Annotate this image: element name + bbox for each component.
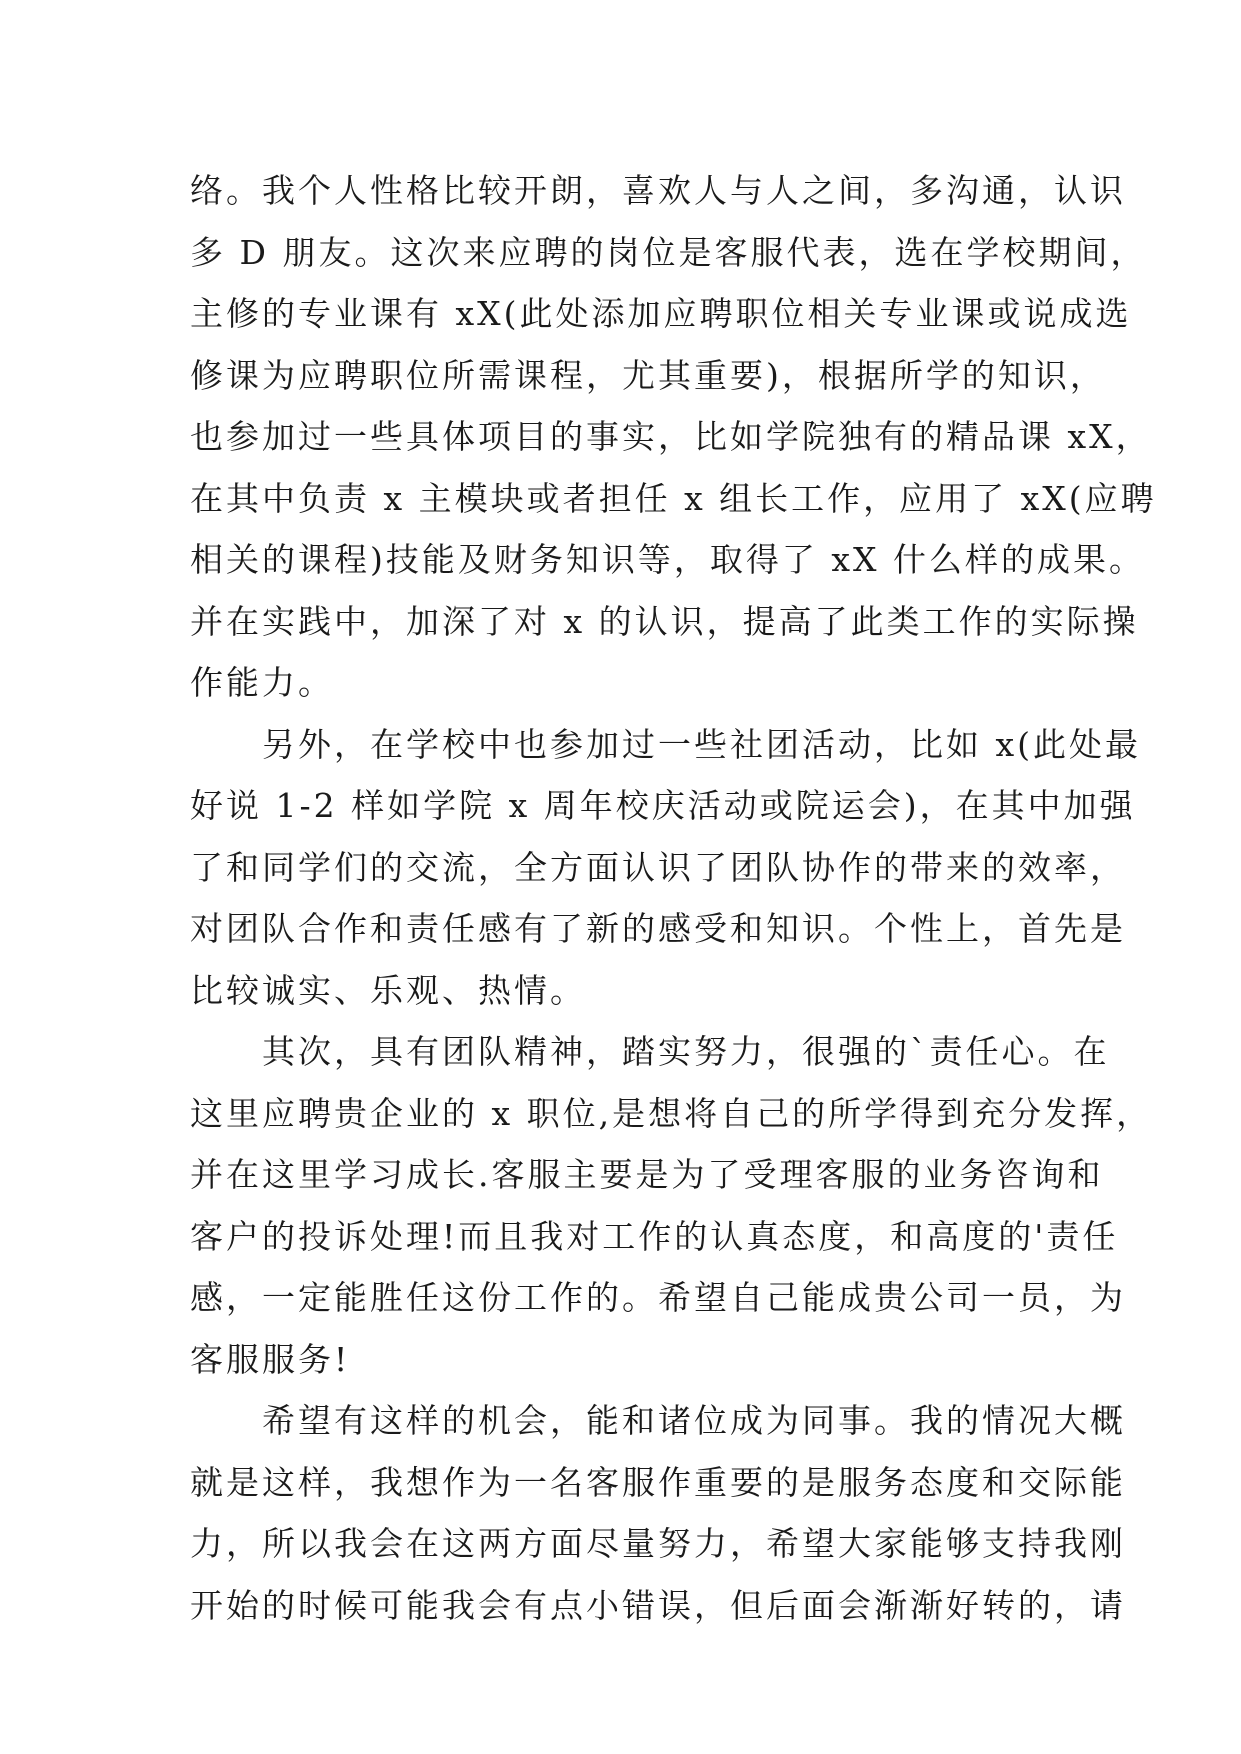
text-line: 络。我个人性格比较开朗，喜欢人与人之间，多沟通，认识 — [190, 171, 1126, 210]
text-line: 对团队合作和责任感有了新的感受和知识。个性上，首先是 — [190, 909, 1126, 948]
text-line: 在其中负责 x 主模块或者担任 x 组长工作，应用了 xX(应聘 — [190, 478, 1157, 518]
text-line: 客户的投诉处理!而且我对工作的认真态度，和高度的'责任 — [190, 1216, 1119, 1256]
text-line: 感，一定能胜任这份工作的。希望自己能成贵公司一员，为 — [190, 1278, 1126, 1317]
text-line: 力，所以我会在这两方面尽量努力，希望大家能够支持我刚 — [190, 1524, 1126, 1563]
text-line: 主修的专业课有 xX(此处添加应聘职位相关专业课或说成选 — [190, 294, 1132, 333]
paragraph-first-line: 另外，在学校中也参加过一些社团活动，比如 x(此处最 — [262, 724, 1141, 764]
text-line: 修课为应聘职位所需课程，尤其重要)，根据所学的知识， — [190, 355, 1106, 395]
text-line: 并在实践中，加深了对 x 的认识，提高了此类工作的实际操 — [190, 601, 1139, 641]
paragraph-first-line: 希望有这样的机会，能和诸位成为同事。我的情况大概 — [262, 1401, 1126, 1440]
text-line: 就是这样，我想作为一名客服作重要的是服务态度和交际能 — [190, 1462, 1126, 1502]
paragraph-first-line: 其次，具有团队精神，踏实努力，很强的`责任心。在 — [262, 1032, 1110, 1071]
body-text — [190, 160, 1157, 1636]
text-line: 这里应聘贵企业的 x 职位,是想将自己的所学得到充分发挥， — [190, 1093, 1153, 1133]
text-line: 比较诚实、乐观、热情。 — [190, 970, 586, 1010]
text-line: 多 D 朋友。这次来应聘的岗位是客服代表，选在学校期间， — [190, 232, 1147, 272]
text-line: 也参加过一些具体项目的事实，比如学院独有的精品课 xX， — [190, 417, 1152, 456]
text-line: 开始的时候可能我会有点小错误，但后面会渐渐好转的，请 — [190, 1585, 1126, 1625]
text-line: 作能力。 — [190, 663, 334, 702]
text-line: 相关的课程)技能及财务知识等，取得了 xX 什么样的成果。 — [190, 540, 1145, 579]
text-line: 客服服务! — [190, 1339, 351, 1379]
text-line: 并在这里学习成长.客服主要是为了受理客服的业务咨询和 — [190, 1155, 1104, 1194]
text-line: 好说 1-2 样如学院 x 周年校庆活动或院运会)，在其中加强 — [190, 786, 1136, 825]
text-line: 了和同学们的交流，全方面认识了团队协作的带来的效率， — [190, 847, 1126, 887]
